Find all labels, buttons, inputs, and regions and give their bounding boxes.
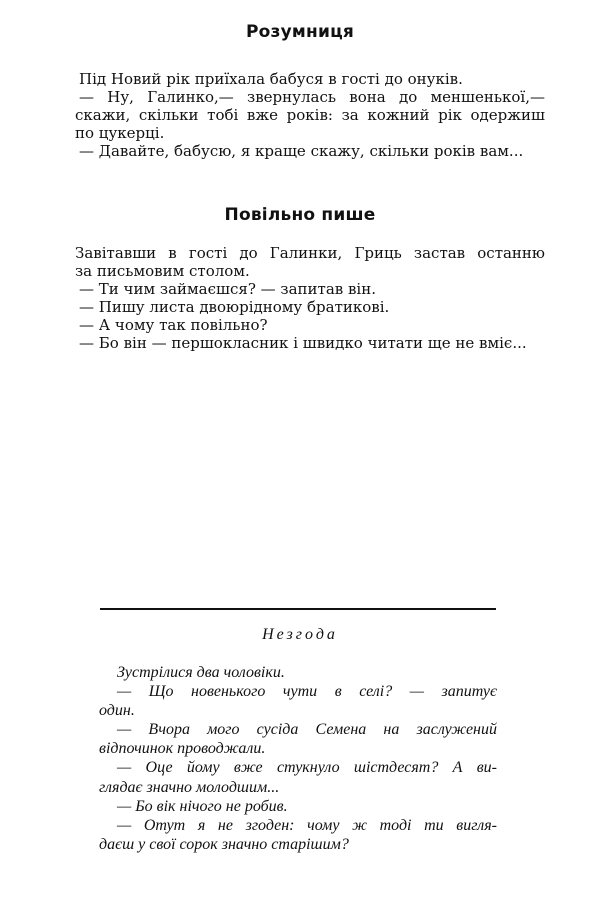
section-title-povilno-pyshe: Повільно пише bbox=[224, 205, 376, 225]
text-line: по цукерці. bbox=[75, 124, 165, 142]
text-line: — Ну, Галинко,— звернулась вона до меншенької,— bbox=[79, 88, 545, 106]
section-divider bbox=[100, 608, 496, 610]
text-line: — А чому так повільно? bbox=[79, 316, 268, 334]
text-line: Під Новий рік приїхала бабуся в гості до онуків. bbox=[79, 70, 463, 88]
text-line: відпочинок проводжали. bbox=[99, 740, 266, 758]
text-line: один. bbox=[99, 702, 135, 720]
text-line: — Що новенького чути в селі? — запитує bbox=[117, 683, 497, 701]
text-line: за письмовим столом. bbox=[75, 262, 250, 280]
text-line: глядає значно молодшим... bbox=[99, 778, 280, 796]
text-line: — Оце йому вже стукнуло шістдесят? А ви- bbox=[117, 759, 497, 777]
text-line: Завітавши в гості до Галинки, Гриць застав останню bbox=[75, 244, 545, 262]
text-line: — Отут я не згоден: чому ж тоді ти вигля- bbox=[117, 816, 497, 834]
story-nezhoda bbox=[99, 663, 497, 854]
text-line: — Бо вік нічого не робив. bbox=[117, 797, 288, 815]
text-line: — Бо він — першокласник і швидко читати ще не вміє... bbox=[79, 334, 527, 352]
text-line: скажи, скільки тобі вже років: за кожний рік одержиш bbox=[75, 106, 545, 124]
story-rozumnytsia bbox=[75, 70, 545, 160]
story-povilno-pyshe bbox=[75, 244, 545, 352]
text-line: даєш у свої сорок значно старішим? bbox=[99, 835, 349, 853]
text-line: — Давайте, бабусю, я краще скажу, скільки років вам... bbox=[79, 142, 524, 160]
text-line: — Пишу листа двоюрідному братикові. bbox=[79, 298, 390, 316]
section-title-nezhoda: Незгода bbox=[262, 626, 338, 643]
text-line: — Ти чим займаєшся? — запитав він. bbox=[79, 280, 376, 298]
section-title-rozumnytsia: Розумниця bbox=[246, 22, 354, 42]
text-line: — Вчора мого сусіда Семена на заслужений bbox=[117, 721, 497, 739]
text-line: Зустрілися два чоловіки. bbox=[117, 664, 285, 681]
